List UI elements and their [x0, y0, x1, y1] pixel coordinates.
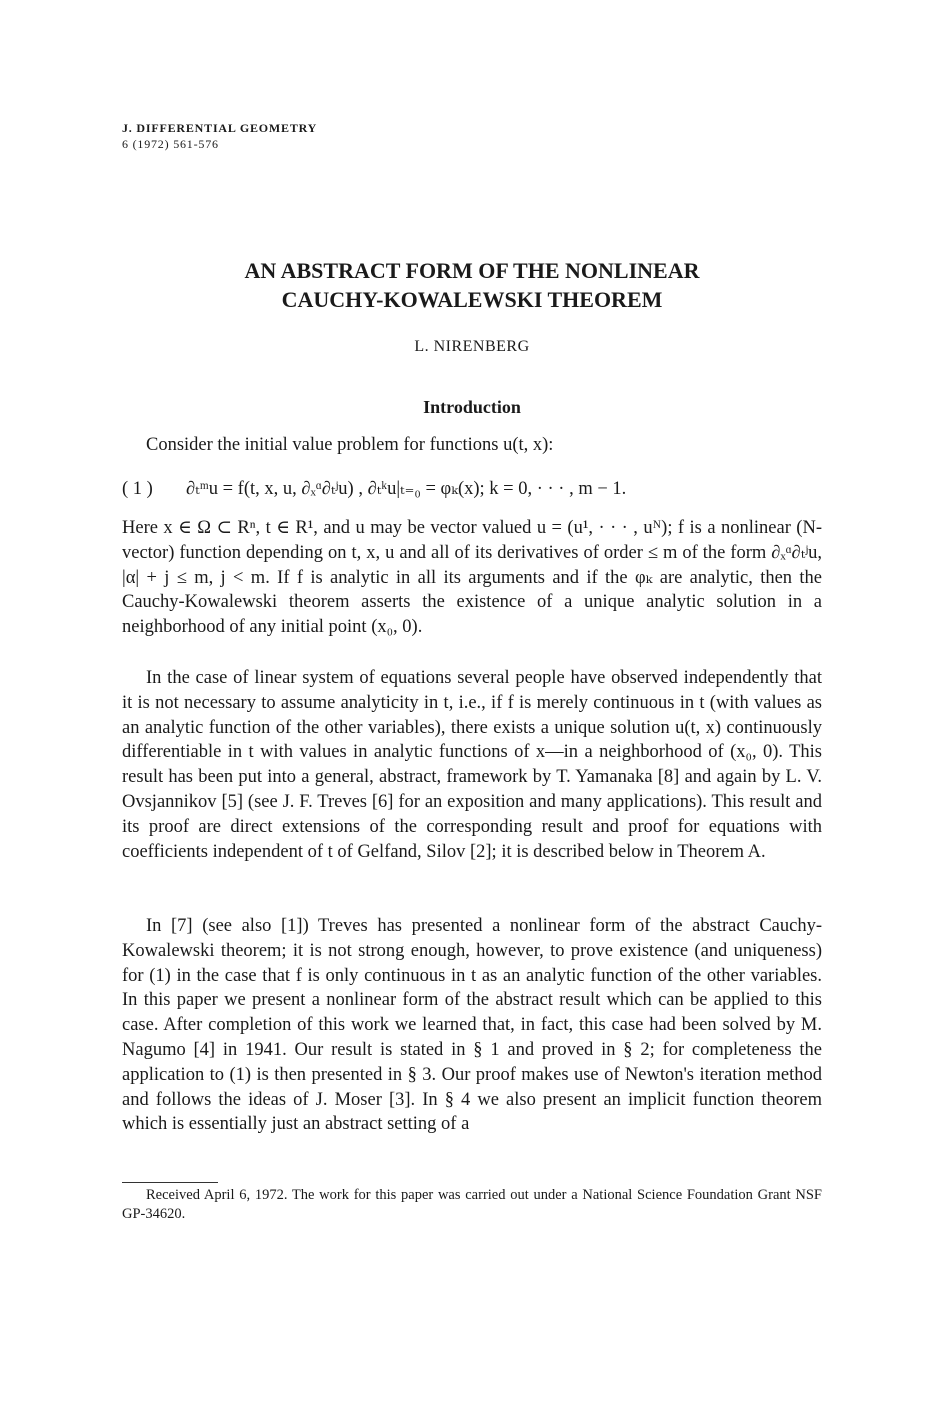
- paper-title-line-2: CAUCHY-KOWALEWSKI THEOREM: [281, 287, 663, 312]
- equation-body: ∂ₜᵐu = f(t, x, u, ∂ₓᵅ∂ₜʲu) , ∂ₜᵏu|ₜ₌₀ = φₖ(x); k = 0, · · · , m − 1.: [186, 479, 627, 499]
- footnote: Received April 6, 1972. The work for this paper was carried out under a National Science Foundation Grant NSF GP-34620.: [122, 1187, 822, 1222]
- equation-1: [122, 477, 822, 501]
- footnote-divider: [122, 1182, 218, 1183]
- paragraph-3: In [7] (see also [1]) Treves has presented a nonlinear form of the abstract Cauchy-Kowalewski theorem; it is not strong enough, however, to prove existence (and uniqueness) for (1) in the case that f is only continuous in t as an analytic function of the other variables. In this paper we present a nonlinear form of the abstract result which can be applied to this case. After completion of this work we learned that, in fact, this case had been solved by M. Nagumo [4] in 1941. Our result is stated in § 1 and proved in § 2; for completeness the application to (1) is then presented in § 3. Our proof makes use of Newton's iteration method and follows the ideas of J. Moser [3]. In § 4 we also present an implicit function theorem which is essentially just an abstract setting of a: [122, 916, 822, 1135]
- paper-title-line-1: AN ABSTRACT FORM OF THE NONLINEAR: [244, 258, 700, 283]
- equation-number: ( 1 ): [122, 479, 153, 499]
- journal-header: [122, 120, 317, 152]
- section-heading: Introduction: [423, 397, 521, 417]
- paragraph-2: In the case of linear system of equations several people have observed independently that it is not necessary to assume analyticity in t, i.e., if f is merely continuous in t (with values as an analytic function of the other variables), there exists a unique solution u(t, x) continuously differentiable in t with values in analytic functions of x—in a neighborhood of (x₀, 0). This result has been put into a general, abstract, framework by T. Yamanaka [8] and again by L. V. Ovsjannikov [5] (see J. F. Treves [6] for an exposition and many applications). This result and its proof are direct extensions of the corresponding result and proof for equations with coefficients independent of t of Gelfand, Silov [2]; it is described below in Theorem A.: [122, 668, 822, 862]
- intro-sentence: Consider the initial value problem for functions u(t, x):: [146, 435, 554, 455]
- journal-name: J. DIFFERENTIAL GEOMETRY: [122, 121, 318, 135]
- author-name: L. NIRENBERG: [414, 338, 530, 355]
- paper-title: [0, 256, 944, 314]
- paragraph-1: Here x ∈ Ω ⊂ Rⁿ, t ∈ R¹, and u may be vector valued u = (u¹, · · · , uᴺ); f is a nonlinear (N-vector) function depending on t, x, u and all of its derivatives of order ≤ m of the form ∂ₓᵅ∂ₜʲu, |α| + j ≤ m, j < m. If f is analytic in all its arguments and if the φₖ are analytic, then the Cauchy-Kowalewski theorem asserts the existence of a unique analytic solution in a neighborhood of any initial point (x₀, 0).: [122, 518, 822, 638]
- journal-citation: 6 (1972) 561-576: [122, 137, 219, 151]
